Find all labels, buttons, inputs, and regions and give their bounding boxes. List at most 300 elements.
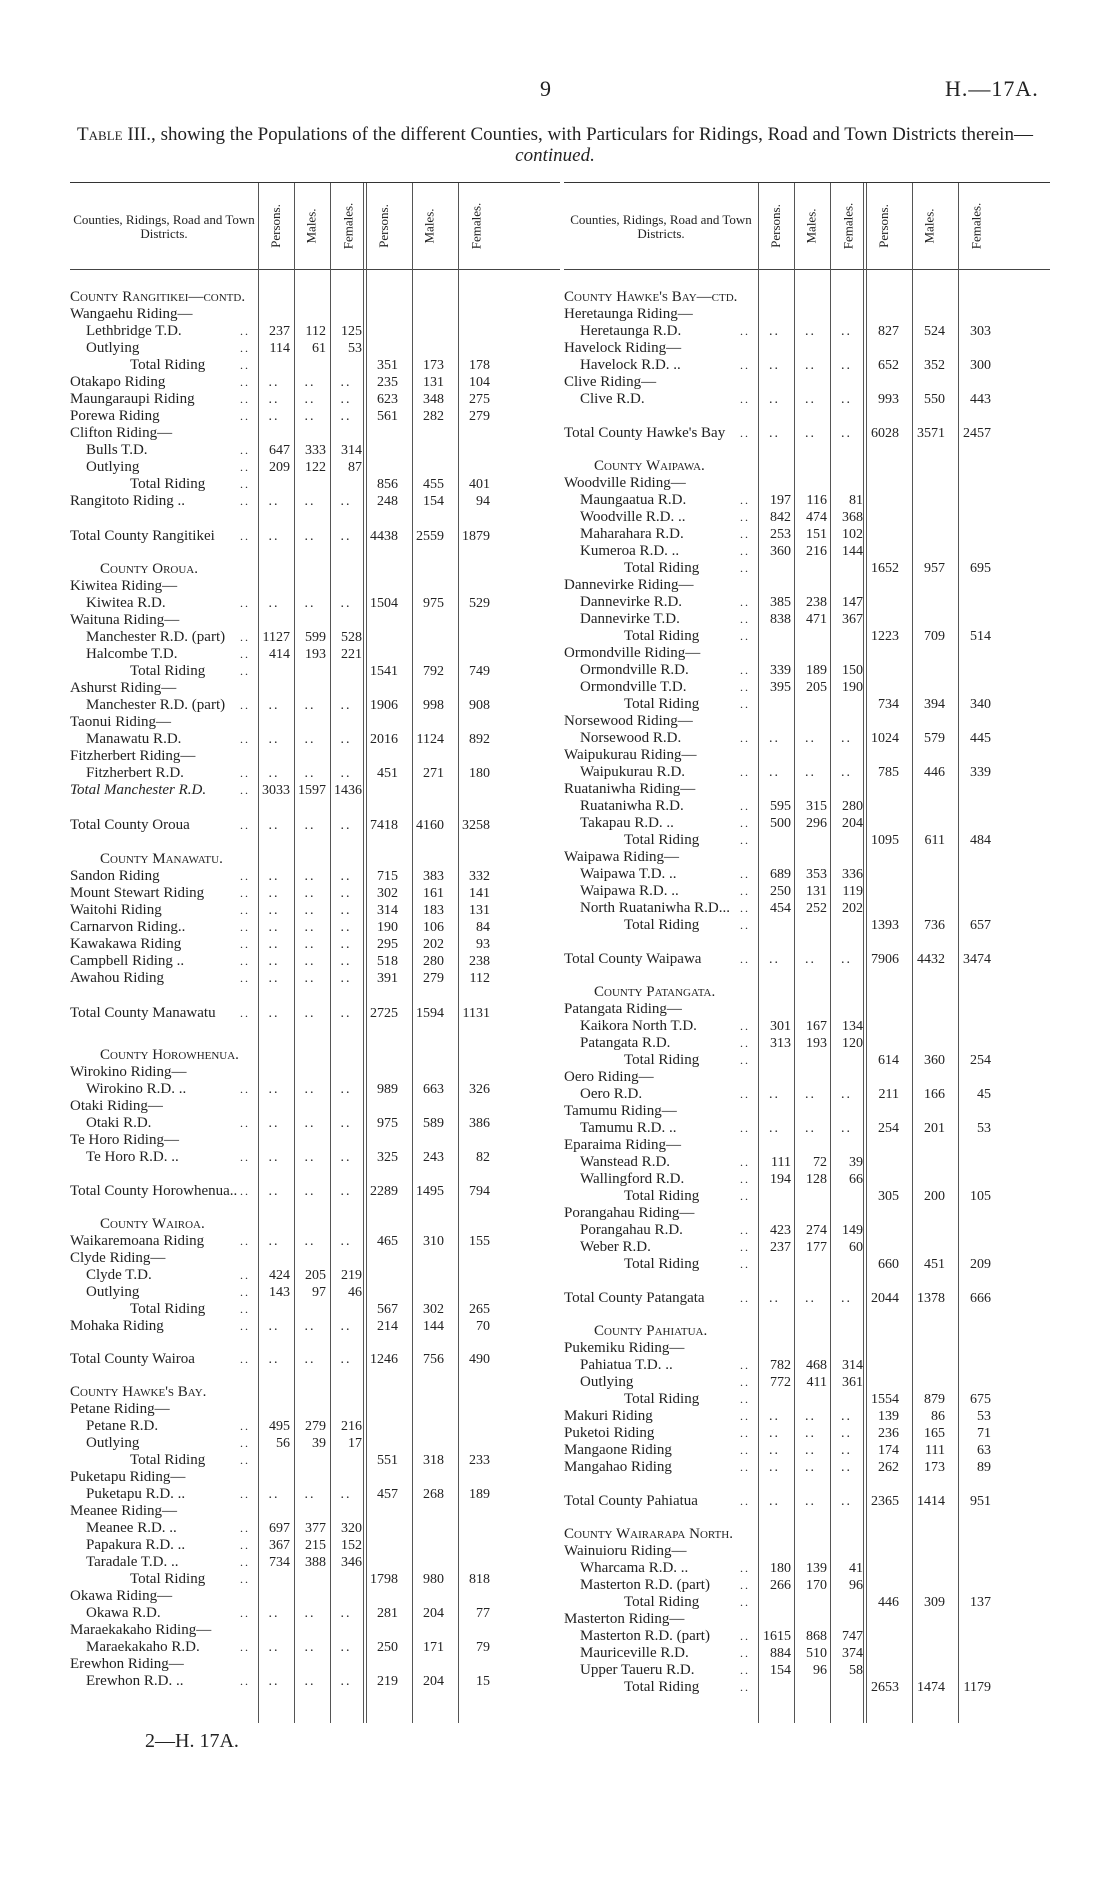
leader-dots: ..	[240, 783, 250, 797]
cell-value: 315	[806, 799, 827, 814]
leader-dots: ..	[740, 1087, 750, 1101]
leader-dots: ..	[740, 867, 750, 881]
row-label: Porangahau R.D.	[580, 1222, 683, 1238]
leader-dots: ..	[740, 663, 750, 677]
row-label: Kumeroa R.D. ..	[580, 543, 680, 559]
cell-value: 56	[276, 1436, 290, 1451]
cell-value: ..	[805, 426, 816, 441]
cell-value: 295	[377, 937, 398, 952]
table-row	[564, 1256, 1050, 1273]
cell-value: 7418	[370, 818, 398, 833]
row-label: Fitzherbert Riding—	[70, 748, 196, 764]
cell-value: 173	[423, 358, 444, 373]
cell-value: 215	[305, 1538, 326, 1553]
table-row	[564, 1340, 1050, 1357]
cell-value: 309	[924, 1595, 945, 1610]
cell-value: 838	[770, 612, 791, 627]
row-label: Kawakawa Riding	[70, 936, 182, 952]
row-label: Clive R.D.	[580, 391, 645, 407]
table-row	[564, 1357, 1050, 1374]
leader-dots: ..	[740, 1426, 750, 1440]
cell-value: 2365	[871, 1494, 899, 1509]
row-label: Total Riding	[624, 560, 700, 576]
leader-dots: ..	[240, 1453, 250, 1467]
cell-value: 120	[842, 1036, 863, 1051]
cell-value: 105	[970, 1189, 991, 1204]
cell-value: 79	[476, 1640, 490, 1655]
cell-value: 154	[770, 1663, 791, 1678]
cell-value: ..	[340, 937, 352, 952]
cell-value: 675	[970, 1392, 991, 1407]
table-row	[70, 528, 560, 545]
row-label: Maungaatua R.D.	[580, 492, 687, 508]
row-label: Maraekakaho Riding—	[70, 1622, 212, 1638]
cell-value: 367	[269, 1538, 290, 1553]
table-row	[564, 1035, 1050, 1052]
leader-dots: ..	[740, 1291, 750, 1305]
cell-value: 734	[878, 697, 899, 712]
leader-dots: ..	[240, 732, 250, 746]
cell-value: 204	[423, 1606, 444, 1621]
cell-value: 340	[970, 697, 991, 712]
table-row	[564, 645, 1050, 662]
cell-value: 884	[770, 1646, 791, 1661]
table-row	[70, 1571, 560, 1588]
table-row	[70, 646, 560, 663]
cell-value: ..	[769, 731, 780, 746]
cell-value: 112	[469, 971, 490, 986]
col-header-text: Females.	[968, 202, 984, 250]
cell-value: 599	[305, 630, 326, 645]
leader-dots: ..	[740, 1172, 750, 1186]
row-label: Total Riding	[624, 1679, 700, 1695]
row-label: Te Horo R.D. ..	[86, 1149, 179, 1165]
cell-value: 879	[924, 1392, 945, 1407]
footer-signature: 2—H. 17A.	[145, 1730, 239, 1752]
row-label: Total Riding	[624, 917, 700, 933]
row-label: Puketapu Riding—	[70, 1469, 186, 1485]
cell-value: 660	[878, 1257, 899, 1272]
row-label: Maharahara R.D.	[580, 526, 684, 542]
leader-dots: ..	[240, 1640, 250, 1654]
cell-value: 332	[469, 869, 490, 884]
row-label: Total Riding	[624, 1052, 700, 1068]
cell-value: 446	[878, 1595, 899, 1610]
cell-value: 180	[469, 766, 490, 781]
col-header-males	[794, 187, 830, 265]
cell-value: 170	[806, 1578, 827, 1593]
cell-value: 171	[423, 1640, 444, 1655]
cell-value: 1879	[462, 529, 490, 544]
cell-value: 314	[842, 1358, 863, 1373]
table-row	[564, 1086, 1050, 1103]
row-label: Outlying	[86, 459, 140, 475]
cell-value: 190	[377, 920, 398, 935]
leader-dots: ..	[240, 1436, 250, 1450]
cell-value: 3033	[262, 783, 290, 798]
cell-value: ..	[340, 1319, 352, 1334]
row-label: Ruataniwha R.D.	[580, 798, 684, 814]
row-label: Wanstead R.D.	[580, 1154, 671, 1170]
cell-value: 689	[770, 867, 791, 882]
cell-value: 280	[423, 954, 444, 969]
cell-value: 112	[305, 324, 326, 339]
leader-dots: ..	[240, 1606, 250, 1620]
table-title-suffix: continued.	[515, 145, 595, 166]
cell-value: 281	[377, 1606, 398, 1621]
table-row	[564, 357, 1050, 374]
col-header-text: Females.	[840, 202, 856, 250]
table-row	[70, 1005, 560, 1022]
col-header-text: Persons.	[376, 204, 392, 248]
table-row	[564, 1374, 1050, 1391]
table-row	[70, 289, 560, 306]
cell-value: ..	[304, 392, 316, 407]
row-label: Heretaunga Riding—	[564, 306, 693, 322]
cell-value: 3258	[462, 818, 490, 833]
cell-value: 219	[377, 1674, 398, 1689]
table-row	[70, 442, 560, 459]
cell-value: ..	[268, 1006, 280, 1021]
row-label: Total County Horowhenua..	[70, 1183, 238, 1199]
row-label: Mohaka Riding	[70, 1318, 164, 1334]
cell-value: 1554	[871, 1392, 899, 1407]
table-row	[70, 1183, 560, 1200]
row-label: Te Horo Riding—	[70, 1132, 179, 1148]
table-row	[564, 594, 1050, 611]
table-row	[70, 731, 560, 748]
row-label: Outlying	[580, 1374, 634, 1390]
cell-value: 1615	[763, 1629, 791, 1644]
cell-value: 166	[924, 1087, 945, 1102]
table-row	[564, 984, 1050, 1001]
col-header-males	[294, 187, 330, 265]
row-label: Total County Oroua	[70, 817, 190, 833]
cell-value: 451	[377, 766, 398, 781]
cell-value: 623	[377, 392, 398, 407]
cell-value: 697	[269, 1521, 290, 1536]
table-row	[564, 1442, 1050, 1459]
cell-value: ..	[340, 1082, 352, 1097]
table-row	[70, 1554, 560, 1571]
row-label: Makuri Riding	[564, 1408, 653, 1424]
left-table	[70, 182, 560, 1723]
row-label: Dannevirke R.D.	[580, 594, 683, 610]
cell-value: 339	[970, 765, 991, 780]
cell-value: 15	[476, 1674, 490, 1689]
row-label: Outlying	[86, 1284, 140, 1300]
cell-value: 518	[377, 954, 398, 969]
leader-dots: ..	[740, 1121, 750, 1135]
cell-value: ..	[268, 886, 280, 901]
cell-value: ..	[304, 903, 316, 918]
row-label: County Horowhenua.	[100, 1047, 239, 1063]
table-row	[70, 1284, 560, 1301]
row-label: Manchester R.D. (part)	[86, 629, 226, 645]
cell-value: 39	[849, 1155, 863, 1170]
row-label: Total County Manawatu	[70, 1005, 216, 1021]
leader-dots: ..	[740, 1460, 750, 1474]
cell-value: 842	[770, 510, 791, 525]
table-row	[70, 1098, 560, 1115]
table-row	[564, 1052, 1050, 1069]
table-row	[564, 1628, 1050, 1645]
table-row	[564, 866, 1050, 883]
row-label: Total Riding	[130, 1571, 206, 1587]
cell-value: ..	[340, 698, 352, 713]
col-header-text: Persons.	[876, 204, 892, 248]
cell-value: 451	[924, 1257, 945, 1272]
leader-dots: ..	[240, 698, 250, 712]
cell-value: ..	[340, 869, 352, 884]
leader-dots: ..	[240, 1150, 250, 1164]
cell-value: ..	[769, 324, 780, 339]
table-row	[70, 1250, 560, 1267]
cell-value: 975	[423, 596, 444, 611]
cell-value: 252	[806, 901, 827, 916]
row-label: Waipukurau Riding—	[564, 747, 697, 763]
cell-value: 262	[878, 1460, 899, 1475]
cell-value: ..	[769, 1443, 780, 1458]
table-row	[564, 1239, 1050, 1256]
cell-value: 275	[469, 392, 490, 407]
cell-value: 1798	[370, 1572, 398, 1587]
cell-value: 993	[878, 392, 899, 407]
cell-value: ..	[340, 903, 352, 918]
cell-value: 190	[842, 680, 863, 695]
cell-value: ..	[304, 869, 316, 884]
leader-dots: ..	[240, 1302, 250, 1316]
cell-value: 989	[377, 1082, 398, 1097]
cell-value: 383	[423, 869, 444, 884]
row-label: County Hawke's Bay—ctd.	[564, 289, 738, 305]
leader-dots: ..	[240, 460, 250, 474]
cell-value: 119	[842, 884, 863, 899]
cell-value: 1179	[963, 1680, 991, 1695]
leader-dots: ..	[740, 731, 750, 745]
cell-value: 209	[269, 460, 290, 475]
table-title-main: showing the Populations of the different Counties, with Particulars for Ridings, Road and Town Districts therein—	[160, 124, 1033, 145]
cell-value: 385	[770, 595, 791, 610]
cell-value: ..	[340, 1352, 352, 1367]
table-row	[70, 1469, 560, 1486]
table-row	[70, 1435, 560, 1452]
row-label: Dannevirke Riding—	[564, 577, 694, 593]
cell-value: ..	[805, 1291, 816, 1306]
table-row	[70, 697, 560, 714]
cell-value: 106	[423, 920, 444, 935]
cell-value: 128	[806, 1172, 827, 1187]
row-label: Kiwitea Riding—	[70, 578, 178, 594]
cell-value: 116	[806, 493, 827, 508]
row-label: Total Riding	[624, 1594, 700, 1610]
leader-dots: ..	[740, 392, 750, 406]
row-label: Otaki R.D.	[86, 1115, 152, 1131]
leader-dots: ..	[740, 1392, 750, 1406]
cell-value: ..	[805, 765, 816, 780]
cell-value: 4160	[416, 818, 444, 833]
cell-value: 2653	[871, 1680, 899, 1695]
table-row	[70, 408, 560, 425]
cell-value: 204	[842, 816, 863, 831]
table-row	[70, 612, 560, 629]
row-label: Waipawa Riding—	[564, 849, 680, 865]
leader-dots: ..	[740, 1036, 750, 1050]
leader-dots: ..	[740, 1223, 750, 1237]
cell-value: ..	[769, 1426, 780, 1441]
col-header-females	[830, 187, 866, 265]
cell-value: 300	[970, 358, 991, 373]
cell-value: 236	[878, 1426, 899, 1441]
cell-value: 1127	[262, 630, 290, 645]
cell-value: ..	[268, 937, 280, 952]
cell-value: 1541	[370, 664, 398, 679]
cell-value: ..	[841, 324, 852, 339]
leader-dots: ..	[740, 510, 750, 524]
row-label: Ruataniwha Riding—	[564, 781, 696, 797]
table-row	[70, 1588, 560, 1605]
cell-value: ..	[268, 1150, 280, 1165]
leader-dots: ..	[740, 680, 750, 694]
cell-value: 200	[924, 1189, 945, 1204]
cell-value: ..	[304, 954, 316, 969]
cell-value: 1024	[871, 731, 899, 746]
col-header-text: Persons.	[768, 204, 784, 248]
cell-value: 360	[924, 1053, 945, 1068]
table-row	[70, 459, 560, 476]
table-row	[70, 1149, 560, 1166]
col-header-text: Persons.	[268, 204, 284, 248]
leader-dots: ..	[240, 920, 250, 934]
cell-value: 125	[341, 324, 362, 339]
row-label: Total Riding	[624, 1391, 700, 1407]
cell-value: 2457	[963, 426, 991, 441]
cell-value: ..	[268, 766, 280, 781]
cell-value: 1124	[416, 732, 444, 747]
row-label: Erewhon R.D. ..	[86, 1673, 184, 1689]
cell-value: ..	[304, 494, 316, 509]
cell-value: 474	[806, 510, 827, 525]
cell-value: 484	[970, 833, 991, 848]
cell-value: ..	[340, 1150, 352, 1165]
leader-dots: ..	[740, 426, 750, 440]
cell-value: 652	[878, 358, 899, 373]
leader-dots: ..	[740, 1375, 750, 1389]
cell-value: 96	[849, 1578, 863, 1593]
table-row	[564, 951, 1050, 968]
cell-value: 161	[423, 886, 444, 901]
leader-dots: ..	[240, 1572, 250, 1586]
cell-value: ..	[340, 494, 352, 509]
row-label: Wirokino Riding—	[70, 1064, 187, 1080]
table-row	[564, 458, 1050, 475]
table-row	[70, 1301, 560, 1318]
row-label: Total County Patangata	[564, 1290, 705, 1306]
table-header	[564, 183, 1050, 270]
cell-value: 351	[377, 358, 398, 373]
cell-value: ..	[340, 818, 352, 833]
table-row	[564, 696, 1050, 713]
cell-value: ..	[268, 1082, 280, 1097]
row-label: Mount Stewart Riding	[70, 885, 205, 901]
cell-value: 144	[842, 544, 863, 559]
table-row	[70, 374, 560, 391]
cell-value: ..	[268, 903, 280, 918]
table-row	[70, 1537, 560, 1554]
table-row	[564, 1662, 1050, 1679]
leader-dots: ..	[240, 1487, 250, 1501]
cell-value: 490	[469, 1352, 490, 1367]
leader-dots: ..	[240, 818, 250, 832]
row-label: Waikaremoana Riding	[70, 1233, 205, 1249]
cell-value: 314	[377, 903, 398, 918]
leader-dots: ..	[240, 358, 250, 372]
cell-value: ..	[841, 1291, 852, 1306]
cell-value: ..	[841, 1460, 852, 1475]
cell-value: ..	[268, 1674, 280, 1689]
cell-value: 302	[377, 886, 398, 901]
cell-value: 567	[377, 1302, 398, 1317]
table-row	[70, 1639, 560, 1656]
cell-value: ..	[304, 920, 316, 935]
cell-value: 401	[469, 477, 490, 492]
cell-value: 66	[849, 1172, 863, 1187]
cell-value: ..	[769, 1121, 780, 1136]
table-row	[70, 578, 560, 595]
table-row	[70, 1418, 560, 1435]
cell-value: ..	[805, 1409, 816, 1424]
table-row	[564, 1001, 1050, 1018]
table-row	[70, 868, 560, 885]
cell-value: 237	[269, 324, 290, 339]
leader-dots: ..	[740, 1443, 750, 1457]
row-label: County Wairarapa North.	[564, 1526, 733, 1542]
table-row	[70, 1656, 560, 1673]
leader-dots: ..	[740, 1358, 750, 1372]
row-label: Sandon Riding	[70, 868, 160, 884]
table-row	[564, 1222, 1050, 1239]
leader-dots: ..	[240, 1234, 250, 1248]
cell-value: 248	[377, 494, 398, 509]
leader-dots: ..	[240, 324, 250, 338]
cell-value: 122	[305, 460, 326, 475]
cell-value: ..	[340, 1606, 352, 1621]
cell-value: ..	[304, 1674, 316, 1689]
cell-value: 45	[977, 1087, 991, 1102]
col-header-persons	[258, 187, 294, 265]
cell-value: 197	[770, 493, 791, 508]
cell-value: ..	[841, 1121, 852, 1136]
table-row	[564, 1290, 1050, 1307]
table-row	[70, 323, 560, 340]
cell-value: ..	[304, 766, 316, 781]
cell-value: 446	[924, 765, 945, 780]
table-row	[564, 1069, 1050, 1086]
cell-value: 235	[377, 375, 398, 390]
cell-value: ..	[340, 971, 352, 986]
cell-value: ..	[304, 409, 316, 424]
row-label: Ormondville Riding—	[564, 645, 701, 661]
row-label: Maraekakaho R.D.	[86, 1639, 200, 1655]
row-label: Total Riding	[624, 1188, 700, 1204]
table-row	[70, 1047, 560, 1064]
row-label: Waitohi Riding	[70, 902, 162, 918]
cell-value: ..	[805, 1121, 816, 1136]
row-label: Waipawa R.D. ..	[580, 883, 679, 899]
cell-value: 253	[770, 527, 791, 542]
leader-dots: ..	[240, 494, 250, 508]
table-row	[70, 936, 560, 953]
